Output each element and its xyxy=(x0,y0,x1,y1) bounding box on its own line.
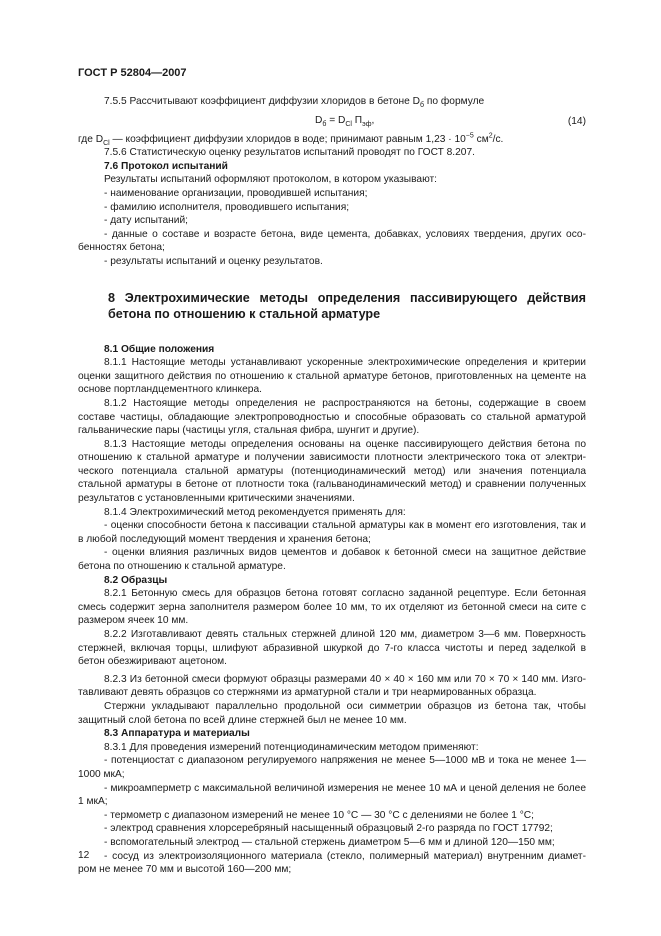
page-number: 12 xyxy=(78,850,90,861)
heading-8-3: 8.3 Аппаратура и материалы xyxy=(104,728,250,740)
formula-explanation: где $D_{Cl}$ — коэффициент диффузии хлоридов в воде; принимают равным $1,23 \cdot 10^{-5}$ $см^2/с$. xyxy=(78,132,504,147)
paragraph-8-2-1: 8.2.1 Бетонную смесь для образцов бетона готовят согласно заданной рецептуре. Если бетонная смесь содержит зерна заполнителя размером более 10 мм, то их отделяют из бетонной смеси на сите с размером ячеек 10 мм. xyxy=(78,588,586,627)
list-item: - данные о составе и возрасте бетона, виде цемента, добавках, условиях твердения, других осо-бенностях бетона; xyxy=(78,228,586,254)
section-8-title: 8 Электрохимические методы определения пассивирующего действия бетона по отношению к стальной арматуре xyxy=(108,290,586,322)
equation-number: (14) xyxy=(567,115,586,127)
paragraph-7-5-6: 7.5.6 Статистическую оценку результатов испытаний проводят по ГОСТ 8.207. xyxy=(104,147,475,159)
paragraph-8-2-3: 8.2.3 Из бетонной смеси формуют образцы размерами 40 × 40 × 160 мм или 70 × 70 × 140 мм. Изго-тавливают девять образцов со стержнями из арматурной стали и три неармированных образца. xyxy=(78,673,586,699)
paragraph-8-1-4: 8.1.4 Электрохимический метод рекомендуется применять для: xyxy=(104,506,406,518)
heading-7-6: 7.6 Протокол испытаний xyxy=(104,160,228,172)
paragraph-7-5-5: 7.5.5 Рассчитывают коэффициент диффузии хлоридов в бетоне $D_б$ по формуле xyxy=(104,96,485,110)
document-header: ГОСТ Р 52804—2007 xyxy=(78,67,187,79)
list-item: - результаты испытаний и оценку результатов. xyxy=(104,255,323,267)
list-item: - сосуд из электроизоляционного материала (стекло, полимерный материал) внутренним диамет-ром не менее 70 мм и высотой 160—200 мм; xyxy=(78,850,586,876)
formula-14 xyxy=(78,114,586,130)
list-item: - фамилию исполнителя, проводившего испытания; xyxy=(104,201,350,213)
paragraph-8-1-3: 8.1.3 Настоящие методы определения основаны на оценке пассивирующего действия бетона по отношению к стальной арматуре и получении зависимости плотности электрического тока от электри-ческого потенциала стальной арматуры (потенциодинамический метод) или значения потенциала стальной арматуры в бетоне от плотности тока (гальванодинамический метод) и сравнении полученных результатов с установленными критическими значениями. xyxy=(78,438,586,505)
list-item: - оценки влияния различных видов цементов и добавок к бетонной смеси на защитное действие бетона по отношению к стальной арматуре. xyxy=(78,547,586,573)
paragraph-8-1-2: 8.1.2 Настоящие методы определения не распространяются на бетоны, содержащие в своем составе частицы, обладающие электропроводностью и способные образовать со стальной арматурой гальванические пары (частицы угля, стальная фибра, шунгит и другие). xyxy=(78,397,586,437)
list-item: - вспомогательный электрод — стальной стержень диаметром 5—6 мм и длиной 120—150 мм; xyxy=(104,836,555,848)
list-item: - микроамперметр с максимальной величиной измерения не менее 10 мА и ценой деления не более 1 мкА; xyxy=(78,782,586,808)
list-item: - наименование организации, проводившей испытания; xyxy=(104,187,368,199)
list-item: - дату испытаний; xyxy=(104,215,188,227)
formula-expression: $D_б = D_{Cl}$ $П_{эф}$, xyxy=(315,114,375,128)
heading-8-1: 8.1 Общие положения xyxy=(104,343,215,355)
paragraph-8-2-3-continued: Стержни укладывают параллельно продольной оси симметрии образцов из бетона так, чтобы защитный слой бетона по всей длине стержней был не менее 10 мм. xyxy=(78,700,586,726)
list-item: - термометр с диапазоном измерений не менее 10 °С — 30 °С с делениями не более 1 °С; xyxy=(104,809,534,821)
page-content xyxy=(78,95,586,877)
list-item: - оценки способности бетона к пассивации стальной арматуры как в момент его изготовления, так и в любой последующий момент твердения и хранения бетона; xyxy=(78,520,586,545)
list-item: - электрод сравнения хлорсеребряный насыщенный образцовый 2-го разряда по ГОСТ 17792; xyxy=(104,823,553,835)
heading-8-2: 8.2 Образцы xyxy=(104,574,168,586)
paragraph-8-2-2: 8.2.2 Изготавливают девять стальных стержней длиной 120 мм, диаметром 3—6 мм. Поверхность стержней, включая торцы, шлифуют абразивной шкуркой до 7-го класса чистоты и перед заделкой в бетон обезжиривают ацетоном. xyxy=(78,629,586,668)
paragraph-8-3-1: 8.3.1 Для проведения измерений потенциодинамическим методом применяют: xyxy=(104,741,479,753)
paragraph-8-1-1: 8.1.1 Настоящие методы устанавливают ускоренные электрохимические определения и критерии оценки защитного действия по отношению к стальной арматуре бетонов, приготовленных на цементе на основе портландцементного клинкера. xyxy=(78,357,586,396)
list-item: - потенциостат с диапазоном регулируемого напряжения не менее 5—1000 мВ и тока не менее 1—1000 мкА; xyxy=(78,755,586,780)
paragraph-7-6-intro: Результаты испытаний оформляют протоколом, в котором указывают: xyxy=(104,174,437,186)
